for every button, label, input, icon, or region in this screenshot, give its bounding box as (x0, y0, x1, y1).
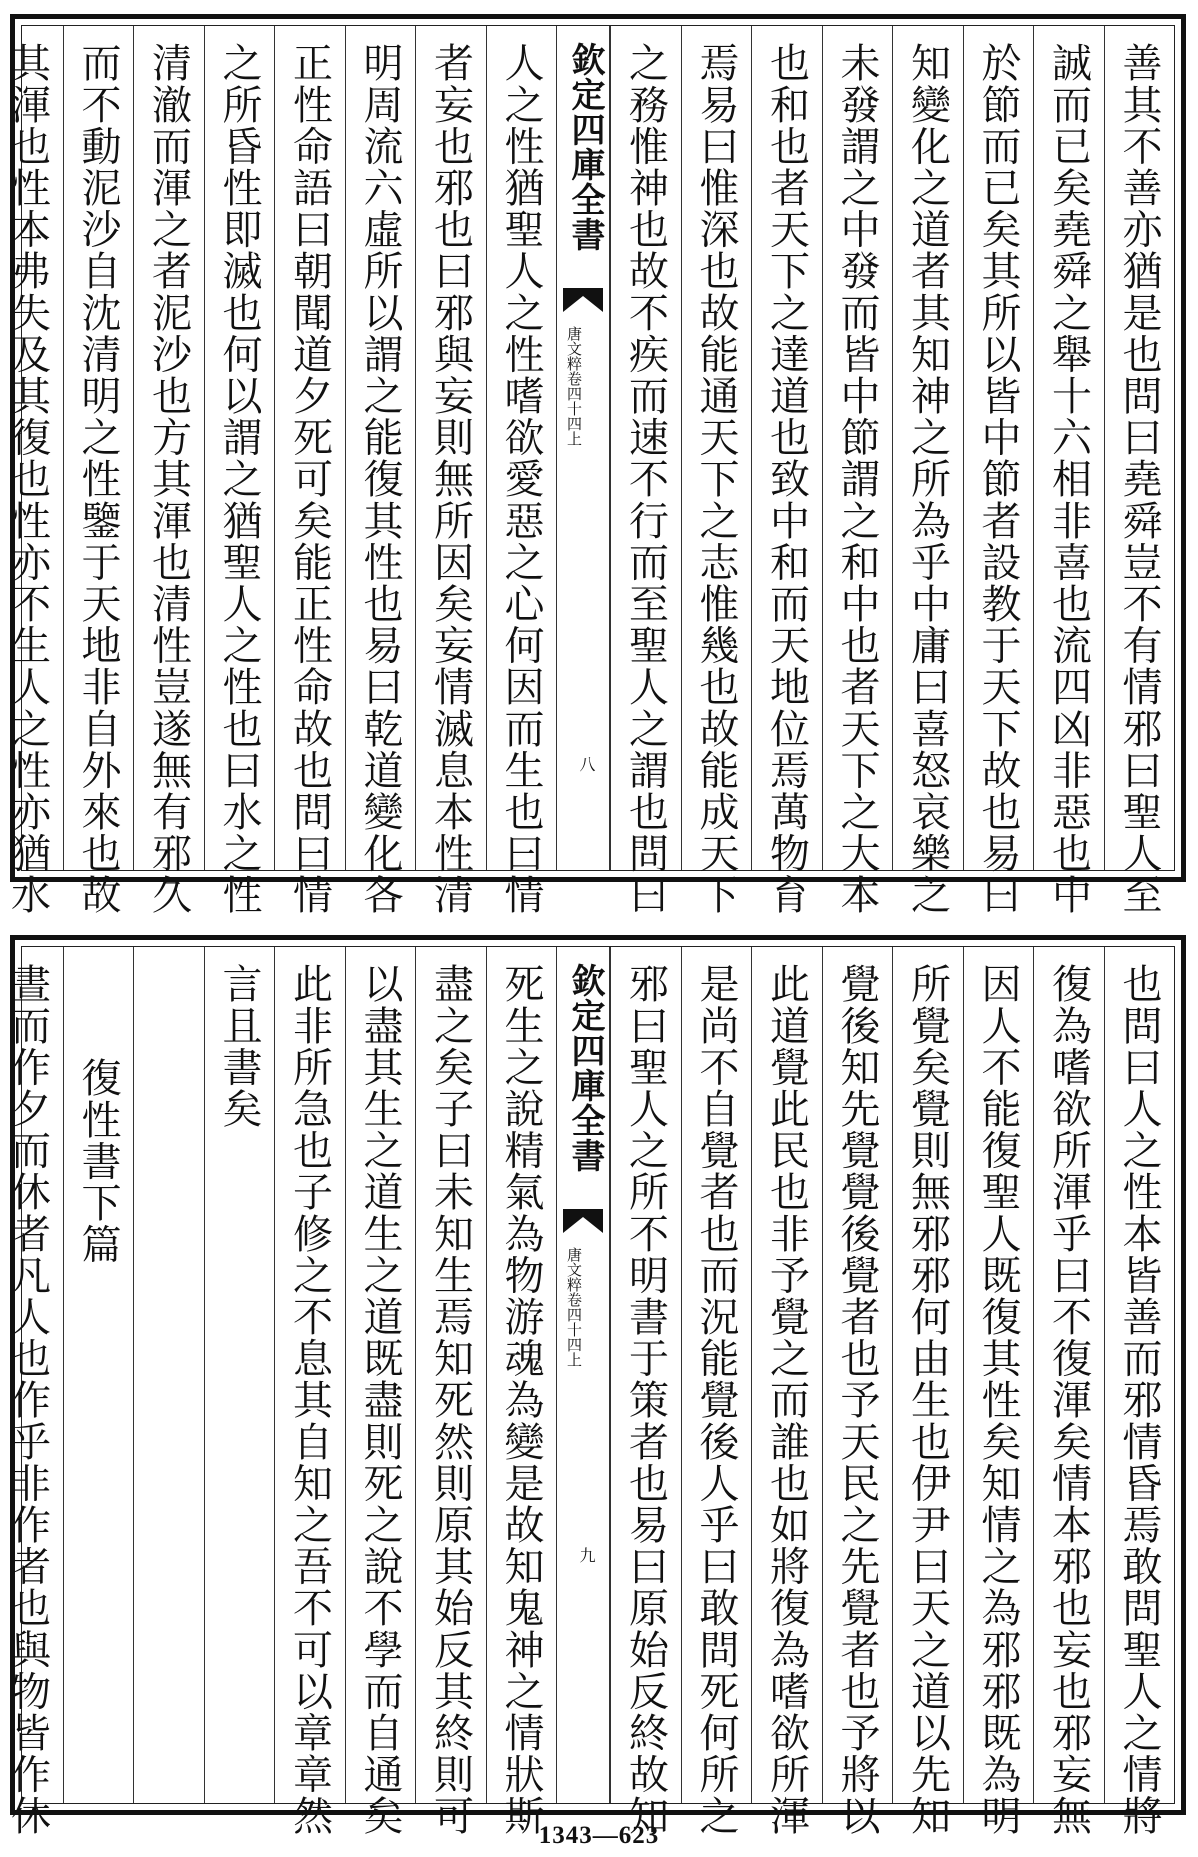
text-column (681, 26, 752, 916)
text-column (133, 26, 204, 916)
text-column (204, 26, 275, 916)
text-column (274, 26, 345, 916)
text-column (963, 26, 1034, 916)
column-text: 也問曰人之性本皆善而邪情昏焉敢問聖人之情將 (1116, 963, 1162, 1837)
text-column (822, 947, 893, 1837)
center-gutter (556, 947, 610, 1803)
column-text: 而不動泥沙自沈清明之性鑒于天地非自外來也故 (75, 42, 121, 916)
text-column (963, 947, 1034, 1837)
column-text: 清澈而渾之者泥沙也方其渾也清性豈遂無有邪久 (145, 42, 192, 916)
text-column (681, 947, 752, 1837)
folio-number: 九 (577, 1547, 596, 1563)
text-column (1033, 947, 1104, 1837)
column-text: 死生之說精氣為物游魂為變是故知鬼神之情狀斯 (498, 963, 544, 1837)
column-text: 也和也者天下之達道也致中和而天地位焉萬物育 (763, 42, 810, 916)
column-text: 其渾也性本弗失及其復也性亦不生人之性亦猶水 (4, 42, 51, 916)
gutter-subtitle: 唐文粹卷四十四上 (565, 326, 583, 446)
gutter-title: 欽定四庫全書 (565, 42, 605, 252)
gutter-subtitle: 唐文粹卷四十四上 (565, 1247, 583, 1367)
text-column (204, 947, 275, 1803)
column-text: 明周流六虛所以謂之能復其性也易曰乾道變化各 (357, 42, 403, 916)
text-column (415, 947, 486, 1837)
text-column (0, 26, 63, 916)
text-column (0, 947, 63, 1837)
column-text: 之所昏性即滅也何以謂之猶聖人之性也曰水之性 (216, 42, 262, 916)
top-page-columns (4, 26, 1174, 916)
text-column (274, 947, 345, 1837)
column-text: 人之性猶聖人之性嗜欲愛惡之心何因而生也曰情 (498, 42, 544, 916)
text-column (133, 947, 204, 1803)
text-column (63, 26, 134, 916)
text-column (486, 947, 557, 1837)
column-text: 之務惟神也故不疾而速不行而至聖人之謂也問曰 (622, 42, 669, 916)
folio-number: 八 (577, 756, 596, 772)
column-text: 焉易曰惟深也故能通天下之志惟幾也故能成天下 (693, 42, 739, 916)
column-text: 晝而作夕而休者凡人也作乎非作者也與物皆作休 (4, 963, 51, 1837)
text-column (751, 26, 822, 916)
column-text: 於節而已矣其所以皆中節者設教于天下故也易曰 (975, 42, 1021, 916)
text-column (892, 947, 963, 1837)
column-text: 正性命語曰朝聞道夕死可矣能正性命故也問曰情 (286, 42, 333, 916)
column-text: 所覺矣覺則無邪邪何由生也伊尹曰天之道以先知 (904, 963, 951, 1837)
text-column (1104, 26, 1175, 916)
column-text: 以盡其生之道生之道既盡則死之說不學而自通矣 (357, 963, 403, 1837)
column-text: 是尚不自覺者也而況能覺後人乎曰敢問死何所之 (693, 963, 739, 1837)
column-text: 知變化之道者其知神之所為乎中庸曰喜怒哀樂之 (904, 42, 951, 916)
column-text: 復為嗜欲所渾乎曰不復渾矣情本邪也妄也邪妄無 (1045, 963, 1092, 1837)
column-text: 未發謂之中發而皆中節謂之和中也者天下之大本 (834, 42, 880, 916)
text-column (822, 26, 893, 916)
text-column (415, 26, 486, 916)
text-column (610, 26, 681, 916)
text-column (345, 947, 416, 1837)
column-text: 因人不能復聖人既復其性矣知情之為邪邪既為明 (975, 963, 1021, 1837)
text-column (1104, 947, 1175, 1837)
column-text: 善其不善亦猶是也問曰堯舜豈不有情邪曰聖人至 (1116, 42, 1162, 916)
section-title-column (63, 947, 134, 1803)
column-text: 誠而已矣堯舜之舉十六相非喜也流四凶非惡也中 (1045, 42, 1092, 916)
column-text: 此非所急也子修之不息其自知之吾不可以章章然 (286, 963, 333, 1837)
column-text: 盡之矣子曰未知生焉知死然則原其始反其終則可 (427, 963, 474, 1837)
column-text: 邪曰聖人之所不明書于策者也易曰原始反終故知 (622, 963, 669, 1837)
top-page-frame (4, 25, 1175, 916)
fishtail-mark-icon (563, 1209, 603, 1233)
column-text: 覺後知先覺覺後覺者也予天民之先覺者也予將以 (834, 963, 880, 1837)
center-gutter (556, 26, 610, 870)
text-column (345, 26, 416, 916)
section-title: 復性書下篇 (75, 1057, 121, 1265)
page-reference-number: 1343—623 (538, 1822, 660, 1849)
text-column (892, 26, 963, 916)
top-page (4, 14, 1186, 916)
text-column (1033, 26, 1104, 916)
text-column (610, 947, 681, 1837)
fishtail-mark-icon (563, 288, 603, 312)
column-text: 此道覺此民也非予覺之而誰也如將復為嗜欲所渾 (763, 963, 810, 1837)
column-text: 言且書矣 (216, 963, 262, 1130)
column-text: 者妄也邪也曰邪與妄則無所因矣妄情滅息本性清 (427, 42, 474, 916)
gutter-title: 欽定四庫全書 (565, 963, 605, 1173)
text-column (751, 947, 822, 1837)
text-column (486, 26, 557, 916)
